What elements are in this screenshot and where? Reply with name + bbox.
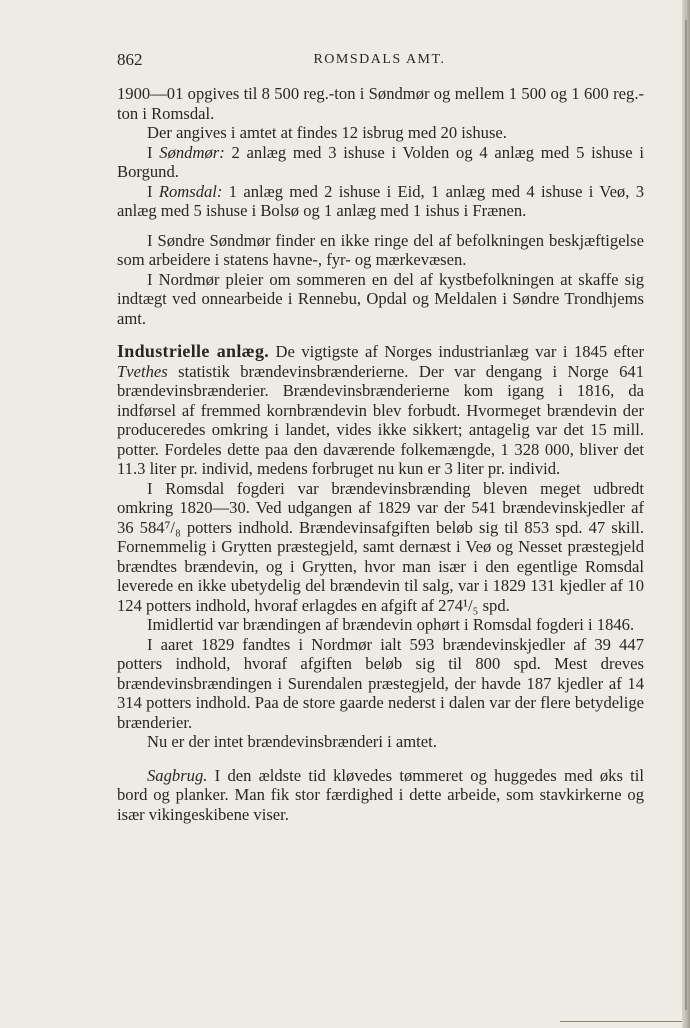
page-edge	[682, 0, 690, 1028]
paragraph-4-text: 1 anlæg med 2 ishuse i Eid, 1 anlæg med 4 ishuse i Veø, 3 anlæg med 5 ishuse i Bolsø og 1 anlæg med 1 ishus i Frænen.	[117, 181, 644, 220]
section-heading-sawmill: Sagbrug.	[147, 765, 208, 785]
paragraph-1: 1900—01 opgives til 8 500 reg.-ton i Søndmør og mellem 1 500 og 1 600 reg.-ton i Romsdal.	[117, 84, 644, 123]
section-heading-industry: Industrielle anlæg.	[117, 341, 270, 361]
paragraph-9: Imidlertid var brændingen af brændevin ophørt i Romsdal fogderi i 1846.	[147, 615, 635, 634]
paragraph-3-prefix: I	[147, 142, 160, 162]
paragraph-7	[117, 342, 644, 479]
paragraph-11: Nu er der intet brændevinsbrænderi i amtet.	[147, 732, 437, 751]
paragraph-8: I Romsdal fogderi var brændevinsbrænding bleven meget udbredt omkring 1820—30. Ved udgangen af 1829 var der 541 brændevinskjedler af 36 584⁷/₈ potters indhold. Brændevinsafgiften beløb sig til 853 spd. 47 skill. Fornemmelig i Grytten præstegjeld, samt dernæst i Veø og Nesset præstegjeld brændtes brændevin, og i Grytten, hvor man især i den egentlige Romsdal leverede en ikke ubetydelig del brændevin til salg, var i 1829 131 kjedler af 10 124 potters indhold, hvoraf erlagdes en afgift af 274¹/₅ spd.	[117, 478, 644, 615]
paragraph-12-text: I den ældste tid kløvedes tømmeret og huggedes med øks til bord og planker. Man fik stor færdighed i dette arbeide, som stavkirkerne og især vikingeskibene viser.	[117, 765, 644, 824]
page-header	[117, 50, 642, 72]
running-head: ROMSDALS AMT.	[313, 52, 446, 67]
paragraph-3	[117, 143, 644, 182]
paragraph-10: I aaret 1829 fandtes i Nordmør ialt 593 brændevinskjedler af 39 447 potters indhold, hvoraf afgiften beløb sig til 800 spd. Mest dreves brændevinsbrændingen i Surendalen præstegjeld, der havde 187 kjedler af 14 314 potters indhold. Paa de store gaarde nederst i dalen var der flere betydelige brænderier.	[117, 634, 644, 732]
place-sondmor: Søndmør:	[159, 142, 225, 162]
paragraph-6: I Nordmør pleier om sommeren en del af kystbefolkningen at skaffe sig indtægt ved onnearbeide i Rennebu, Opdal og Meldalen i Søndre Trondhjems amt.	[117, 269, 644, 328]
paragraph-7-text-1: De vigtigste af Norges industrianlæg var i 1845 efter	[269, 342, 645, 361]
page-edge-line	[685, 20, 687, 1010]
paragraph-4-prefix: I	[147, 181, 159, 201]
paragraph-3-text: 2 anlæg med 3 ishuse i Volden og 4 anlæg med 5 ishuse i Borgund.	[117, 142, 644, 181]
paragraph-2: Der angives i amtet at findes 12 isbrug med 20 ishuse.	[147, 123, 507, 142]
paragraph-4	[117, 182, 644, 221]
place-romsdal: Romsdal:	[158, 181, 223, 201]
paragraph-12	[117, 766, 644, 825]
page-body	[117, 84, 644, 824]
bottom-rule	[560, 1021, 682, 1022]
paragraph-5: I Søndre Søndmør finder en ikke ringe del af befolkningen beskjæftigelse som arbeidere i statens havne-, fyr- og mærkevæsen.	[117, 230, 644, 269]
page-number: 862	[117, 50, 143, 69]
paragraph-7-text-2: statistik brændevinsbrænderierne. Der var dengang i Norge 641 brændevinsbrænderier. Brændevinsbrænderierne kom igang i 1816, da indførsel af fremmed kornbrændevin blev forbudt. Hvormeget brændevin der produceredes omkring i landet, vides ikke sikkert; antagelig var det 15 mill. potter. Fordeles dette paa den daværende folkemængde, 1 328 000, bliver det 11.3 liter pr. individ, medens forbruget nu kun er 3 liter pr. individ.	[117, 361, 644, 478]
author-tvethe: Tvethes	[117, 361, 168, 381]
